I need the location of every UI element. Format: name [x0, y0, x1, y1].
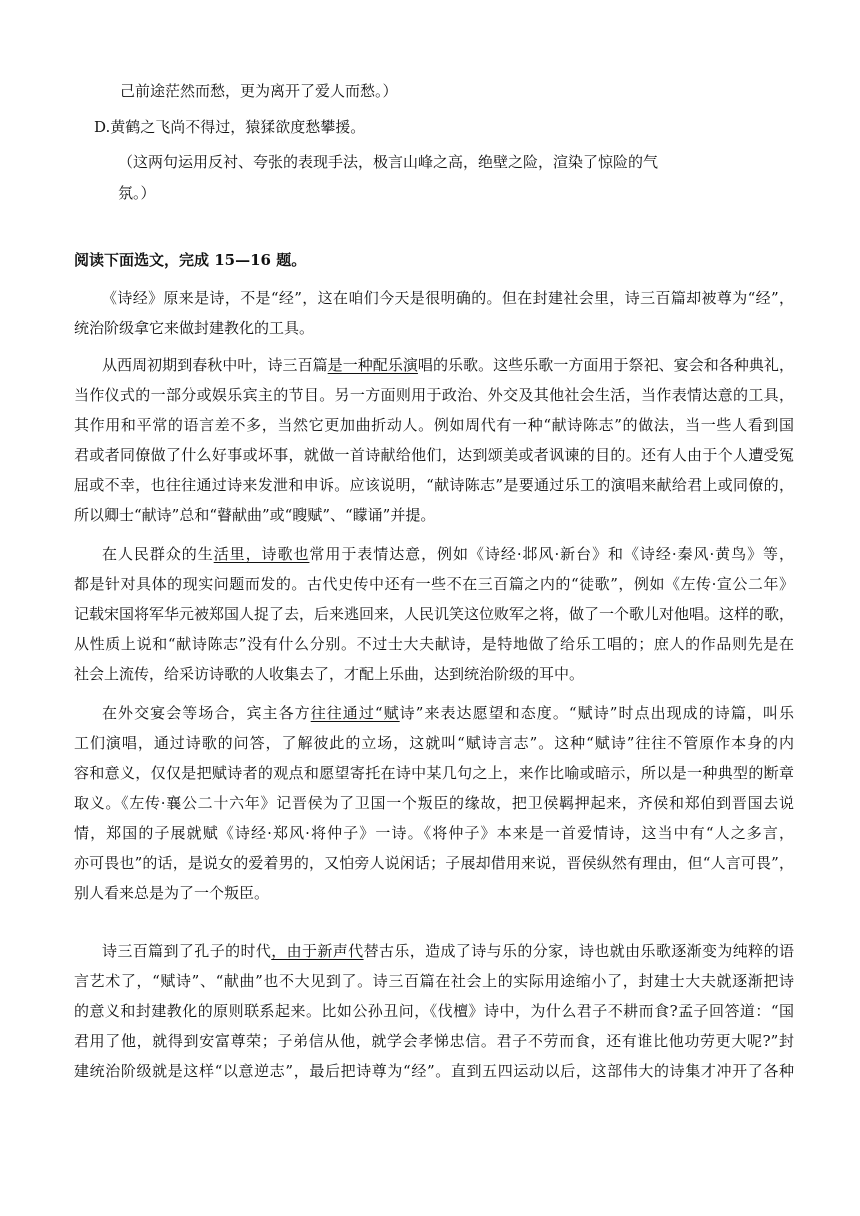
- paragraph-1-line-2: 统治阶级拿它来做封建教化的工具。: [74, 319, 315, 337]
- paragraph-3-line-4: 从性质上说和“献诗陈志”没有什么分别。不过士大夫献诗，是特地做了给乐工唱的；庶人的作品则先是在: [74, 635, 794, 653]
- paragraph-2-line-4: 君或者同僚做了什么好事或坏事，就做一首诗献给他们，达到颂美或者讽谏的目的。还有人由于个人遭受冤: [74, 446, 794, 464]
- text-segment: 替古乐，造成了诗与乐的分家，诗也就由乐歌逐渐变为纯粹的语: [363, 942, 794, 960]
- underlined-phrase: 活里，诗歌也: [213, 545, 310, 563]
- paragraph-4-line-4: 取义。《左传·襄公二十六年》记晋侯为了卫国一个叛臣的缘故，把卫侯羁押起来，齐侯和郑伯到晋国去说: [74, 794, 794, 812]
- paragraph-2-line-2: 当作仪式的一部分或娱乐宾主的节目。另一方面则用于政治、外交及其他社会生活，当作表情达意的工具，: [74, 386, 794, 404]
- option-d: D.黄鹤之飞尚不得过，猿猱欲度愁攀援。: [94, 118, 366, 136]
- paragraph-3-line-5: 社会上流传，给采访诗歌的人收集去了，才配上乐曲，达到统治阶级的耳中。: [74, 665, 585, 683]
- paragraph-3-line-1: [102, 544, 794, 564]
- paragraph-5-line-2: 言艺术了，“赋诗”、“献曲”也不大见到了。诗三百篇在社会上的实际用途缩小了，封建士大夫就逐渐把诗: [74, 972, 794, 990]
- paragraph-1-line-1: 《诗经》原来是诗，不是“经”，这在咱们今天是很明确的。但在封建社会里，诗三百篇却被尊为“经”，: [102, 289, 794, 307]
- text-segment: 唱的乐歌。这些乐歌一方面用于祭祀、宴会和各种典礼，: [417, 356, 794, 374]
- option-d-note-line-2: 氛。）: [118, 184, 156, 202]
- underlined-phrase: 是一种配乐演: [327, 356, 418, 374]
- paragraph-2-line-5: 屈或不幸，也往往通过诗来发泄和申诉。应该说明，“献诗陈志”是要通过乐工的演唱来献给君上或同僚的，: [74, 476, 794, 494]
- paragraph-5-line-5: 建统治阶级就是这样“以意逆志”，最后把诗尊为“经”。直到五四运动以后，这部伟大的诗集才冲开了各种: [74, 1062, 794, 1080]
- text-segment: 在人民群众的生: [102, 545, 214, 563]
- text-segment: 在外交宴会等场合，宾主各方: [102, 704, 311, 722]
- paragraph-2-line-1: [102, 355, 794, 375]
- paragraph-4-line-7: 别人看来总是为了一个叛臣。: [74, 884, 270, 902]
- paragraph-4-line-3: 容和意义，仅仅是把赋诗者的观点和愿望寄托在诗中某几句之上，来作比喻或暗示，所以是一种典型的断章: [74, 764, 794, 782]
- paragraph-5-line-3: 的意义和封建教化的原则联系起来。比如公孙丑问，《伐檀》诗中，为什么君子不耕而食?孟子回答道：“国: [74, 1002, 794, 1020]
- reading-section-heading: 阅读下面选文，完成 15—16 题。: [74, 251, 307, 269]
- text-segment: 常用于表情达意，例如《诗经·邶风·新台》和《诗经·秦风·黄鸟》等，: [309, 545, 794, 563]
- paragraph-4-line-2: 工们演唱，通过诗歌的问答，了解彼此的立场，这就叫“赋诗言志”。这种“赋诗”往往不管原作本身的内: [74, 734, 794, 752]
- paragraph-4-line-1: [102, 703, 794, 723]
- text-segment: 诗三百篇到了孔子的时代: [102, 942, 272, 960]
- answer-note-continuation: 己前途茫然而愁，更为离开了爱人而愁。）: [120, 82, 398, 100]
- option-d-note-line-1: （这两句运用反衬、夸张的表现手法，极言山峰之高，绝壁之险，渲染了惊险的气: [118, 153, 659, 171]
- paragraph-3-line-2: 都是针对具体的现实问题而发的。古代史传中还有一些不在三百篇之内的“徒歌”，例如《左传·宣公二年》: [74, 575, 794, 593]
- paragraph-3-line-3: 记载宋国将军华元被郑国人捉了去，后来逃回来，人民讥笑这位败军之将，做了一个歌儿对他唱。这样的歌，: [74, 605, 795, 623]
- underlined-phrase: ，由于新声代: [271, 942, 364, 960]
- text-segment: 诗”来表达愿望和态度。“赋诗”时点出现成的诗篇，叫乐: [399, 704, 794, 722]
- underlined-phrase: 往往通过“赋: [310, 704, 400, 722]
- paragraph-4-line-6: 亦可畏也”的话，是说女的爱着男的，又怕旁人说闲话；子展却借用来说，晋侯纵然有理由，但“人言可畏”，: [74, 854, 794, 872]
- text-segment: 从西周初期到春秋中叶，诗三百篇: [102, 356, 328, 374]
- paragraph-2-line-3: 其作用和平常的语言差不多，当然它更加曲折动人。例如周代有一种“献诗陈志”的做法，当一些人看到国: [74, 416, 794, 434]
- paragraph-5-line-1: [102, 941, 794, 961]
- paragraph-5-line-4: 君用了他，就得到安富尊荣；子弟信从他，就学会孝悌忠信。君子不劳而食，还有谁比他功劳更大呢?”封: [74, 1032, 794, 1050]
- paragraph-2-line-6: 所以卿士“献诗”总和“瞽献曲”或“瞍赋”、“矇诵”并提。: [74, 506, 436, 524]
- paragraph-4-line-5: 情，郑国的子展就赋《诗经·郑风·将仲子》一诗。《将仲子》本来是一首爱情诗，这当中有“人之多言，: [74, 824, 794, 842]
